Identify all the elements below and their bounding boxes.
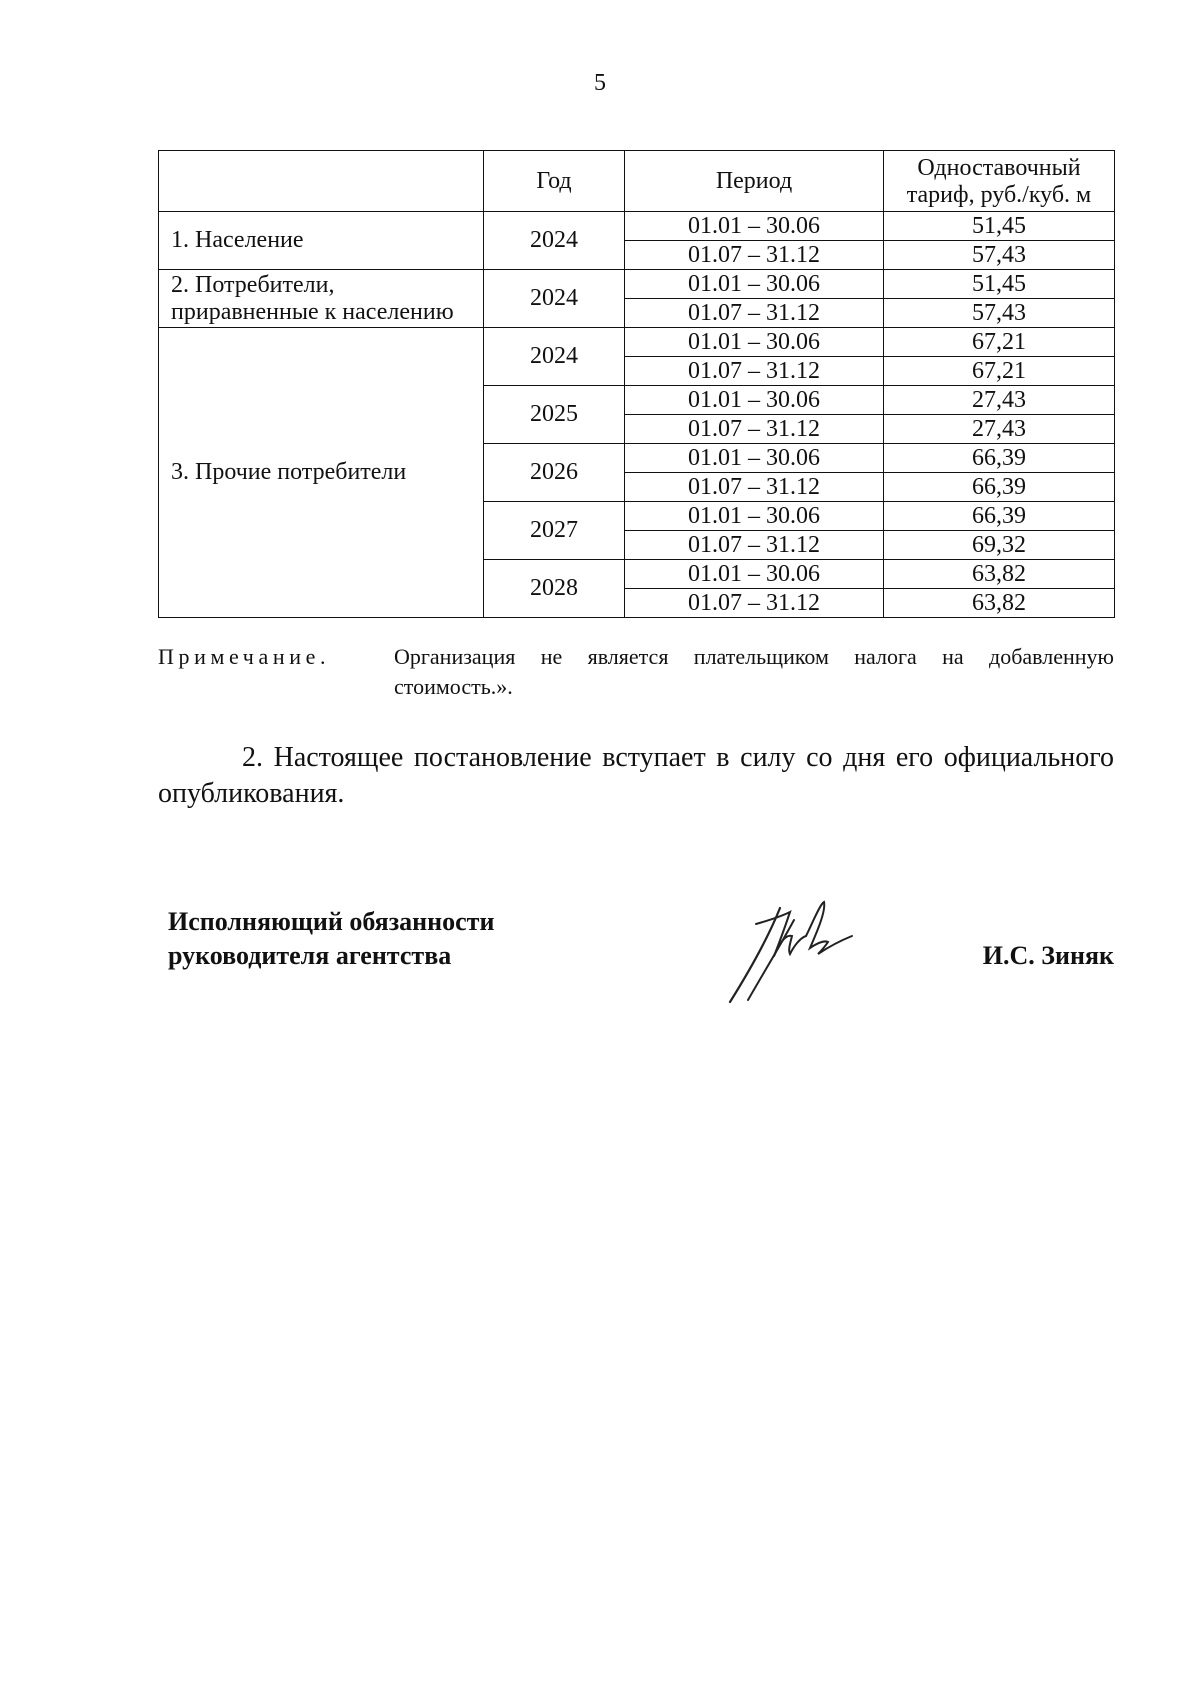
signatory-title-line2: руководителя агентства <box>168 941 452 970</box>
resolution-line2: опубликования. <box>158 778 345 809</box>
tariff-cell: 66,39 <box>884 502 1115 531</box>
consumer-label-line2: приравненные к населению <box>171 298 454 325</box>
signature-icon <box>720 890 860 1010</box>
note-text-line1: Организация не является плательщиком налога на добавленную <box>394 644 1114 669</box>
period-cell: 01.01 – 30.06 <box>625 386 884 415</box>
tariff-cell: 67,21 <box>884 357 1115 386</box>
period-cell: 01.07 – 31.12 <box>625 473 884 502</box>
resolution-paragraph <box>158 740 1114 812</box>
header-tariff-line1: Одноставочный <box>917 155 1081 181</box>
consumer-label-line1: 3. Прочие потребители <box>171 459 407 485</box>
table-row <box>159 212 1115 241</box>
period-cell: 01.07 – 31.12 <box>625 357 884 386</box>
period-cell: 01.01 – 30.06 <box>625 444 884 473</box>
tariff-cell: 63,82 <box>884 589 1115 618</box>
header-period: Период <box>625 151 884 212</box>
page-number: 5 <box>594 70 606 96</box>
table-header-row <box>159 151 1115 212</box>
period-cell: 01.07 – 31.12 <box>625 415 884 444</box>
consumer-label-line1: 2. Потребители, <box>171 271 335 298</box>
note-label: Примечание. <box>158 644 331 669</box>
tariff-table <box>158 150 1115 618</box>
header-consumer <box>159 151 484 212</box>
note-text-line2: стоимость.». <box>394 674 513 699</box>
period-cell: 01.01 – 30.06 <box>625 270 884 299</box>
table-body <box>159 212 1115 618</box>
year-cell: 2024 <box>484 328 625 386</box>
tariff-cell: 51,45 <box>884 270 1115 299</box>
header-tariff <box>884 151 1115 212</box>
consumer-label-line1: 1. Население <box>171 227 304 253</box>
period-cell: 01.01 – 30.06 <box>625 212 884 241</box>
note-text <box>394 642 1114 702</box>
resolution-line1: 2. Настоящее постановление вступает в силу со дня его официального <box>242 742 1114 773</box>
period-cell: 01.01 – 30.06 <box>625 328 884 357</box>
tariff-cell: 66,39 <box>884 473 1115 502</box>
signatory-title-line1: Исполняющий обязанности <box>168 907 495 936</box>
table-row <box>159 270 1115 299</box>
period-cell: 01.01 – 30.06 <box>625 502 884 531</box>
consumer-cell <box>159 328 484 618</box>
period-cell: 01.07 – 31.12 <box>625 589 884 618</box>
table-row <box>159 328 1115 357</box>
signer-name: И.С. Зиняк <box>982 941 1114 970</box>
tariff-cell: 67,21 <box>884 328 1115 357</box>
year-cell: 2024 <box>484 212 625 270</box>
tariff-cell: 57,43 <box>884 299 1115 328</box>
period-cell: 01.07 – 31.12 <box>625 241 884 270</box>
period-cell: 01.07 – 31.12 <box>625 299 884 328</box>
tariff-cell: 51,45 <box>884 212 1115 241</box>
year-cell: 2025 <box>484 386 625 444</box>
period-cell: 01.07 – 31.12 <box>625 531 884 560</box>
tariff-cell: 27,43 <box>884 386 1115 415</box>
year-cell: 2026 <box>484 444 625 502</box>
tariff-cell: 66,39 <box>884 444 1115 473</box>
tariff-cell: 69,32 <box>884 531 1115 560</box>
tariff-cell: 63,82 <box>884 560 1115 589</box>
consumer-cell <box>159 270 484 328</box>
consumer-cell <box>159 212 484 270</box>
header-year: Год <box>484 151 625 212</box>
header-tariff-line2: тариф, руб./куб. м <box>906 182 1092 208</box>
signatory-title <box>168 905 494 973</box>
tariff-cell: 27,43 <box>884 415 1115 444</box>
year-cell: 2027 <box>484 502 625 560</box>
year-cell: 2024 <box>484 270 625 328</box>
year-cell: 2028 <box>484 560 625 618</box>
period-cell: 01.01 – 30.06 <box>625 560 884 589</box>
tariff-cell: 57,43 <box>884 241 1115 270</box>
